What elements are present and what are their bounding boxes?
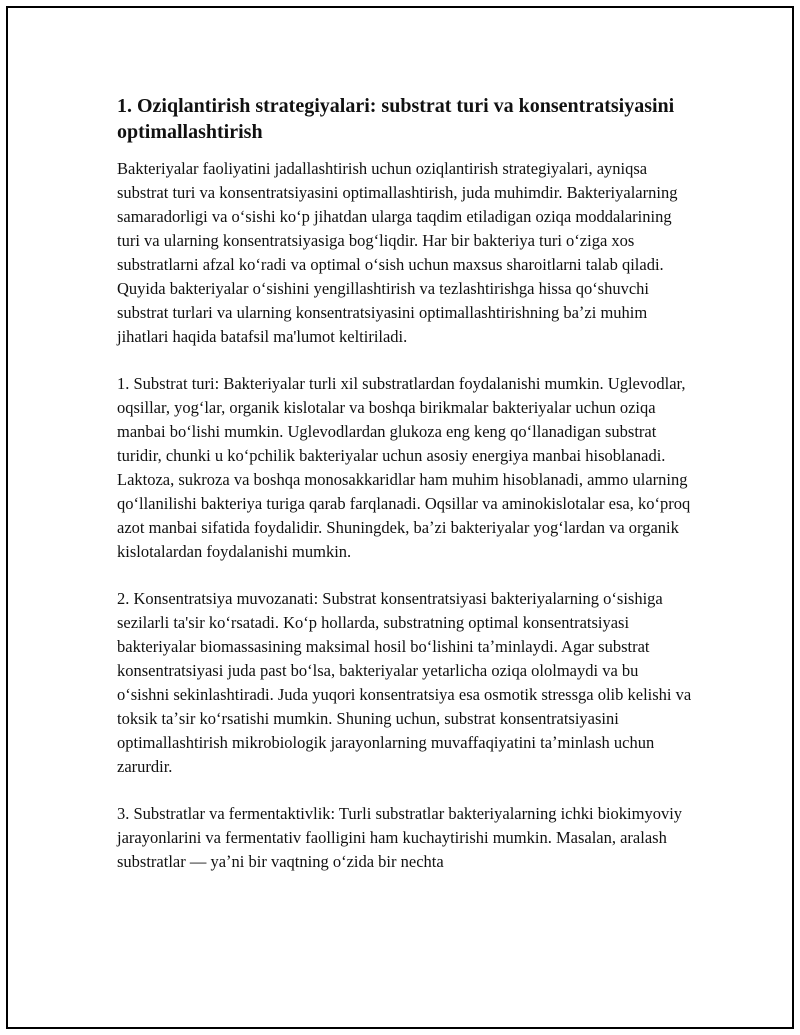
enzyme-activity-paragraph: 3. Substratlar va fermentaktivlik: Turli substratlar bakteriyalarning ichki biokimyoviy jarayonlarini va fermentativ faolligini ham kuchaytirishi mumkin. Masalan, aralash substratlar — yaʼni bir vaqtning oʻzida bir nechta [117, 804, 683, 871]
intro-paragraph: Bakteriyalar faoliyatini jadallashtirish uchun oziqlantirish strategiyalari, ayniqsa substrat turi va konsentratsiyasini optimallashtirish, juda muhimdir. Bakteriyalarning samaradorligi va oʻsishi koʻp jihatdan ularga taqdim etiladigan oziqa moddalarining turi va ularning konsentratsiyasiga bogʻliqdir. Har bir bakteriya turi oʻziga xos substratlarni afzal koʻradi va optimal oʻsish uchun maxsus sharoitlarni talab qiladi. Quyida bakteriyalar oʻsishini yengillashtirish va tezlashtirishga hissa qoʻshuvchi substrat turlari va ularning konsentratsiyasini optimallashtirishning baʼzi muhim jihatlari haqida batafsil ma'lumot keltiriladi. [117, 159, 678, 346]
section-heading: 1. Oziqlantirish strategiyalari: substrat turi va konsentratsiyasini optimallashtirish [117, 95, 675, 143]
document-body [117, 93, 692, 897]
concentration-balance-paragraph: 2. Konsentratsiya muvozanati: Substrat konsentratsiyasi bakteriyalarning oʻsishiga sezilarli ta'sir koʻrsatadi. Koʻp hollarda, substratning optimal konsentratsiyasi bakteriyalar biomassasining maksimal hosil boʻlishini taʼminlaydi. Agar substrat konsentratsiyasi juda past boʻlsa, bakteriyalar yetarlicha oziqa ololmaydi va bu oʻsishni sekinlashtiradi. Juda yuqori konsentratsiya esa osmotik stressga olib kelishi va toksik taʼsir koʻrsatishi mumkin. Shuning uchun, substrat konsentratsiyasini optimallashtirish mikrobiologik jarayonlarning muvaffaqiyatini taʼminlash uchun zarurdir. [117, 589, 692, 776]
substrate-type-paragraph: 1. Substrat turi: Bakteriyalar turli xil substratlardan foydalanishi mumkin. Uglevodlar, oqsillar, yogʻlar, organik kislotalar va boshqa birikmalar bakteriyalar uchun oziqa manbai boʻlishi mumkin. Uglevodlardan glukoza eng keng qoʻllanadigan substrat turidir, chunki u koʻpchilik bakteriyalar uchun asosiy energiya manbai hisoblanadi. Laktoza, sukroza va boshqa monosakkaridlar ham muhim hisoblanadi, ammo ularning qoʻllanilishi bakteriya turiga qarab farqlanadi. Oqsillar va aminokislotalar esa, koʻproq azot manbai sifatida foydalidir. Shuningdek, baʼzi bakteriyalar yogʻlardan va organik kislotalardan foydalanishi mumkin. [117, 374, 691, 561]
